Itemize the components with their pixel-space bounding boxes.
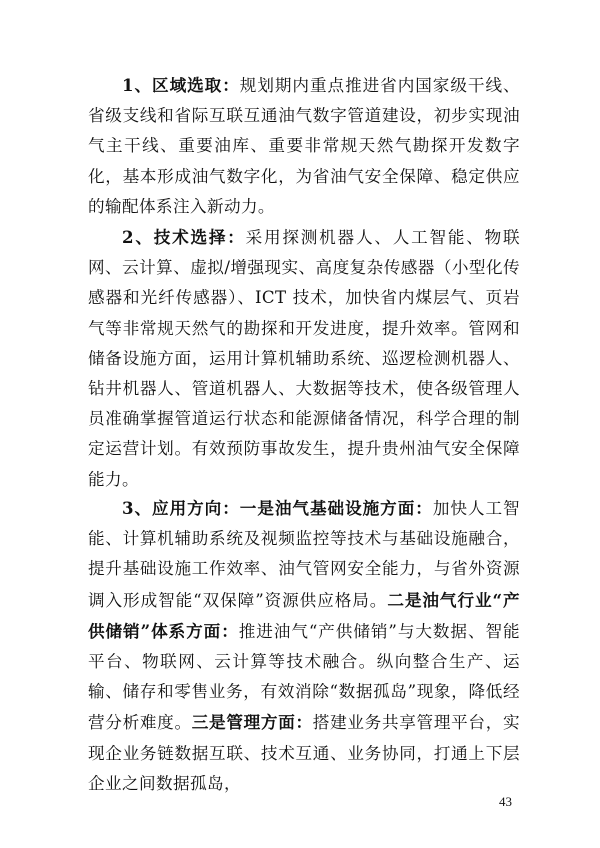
subheading-management: 三是管理方面： (191, 712, 313, 733)
paragraph-text: 推进油气“产供储销”与大数据、智能平台、物联网、云计算等技术融合。纵向整合生产、运输、储存和零售业务，有效消除“数据孤岛”现象，降低经营分析难度。 (88, 621, 520, 733)
paragraph-lead: 3、应用方向： (122, 498, 240, 518)
paragraph-lead: 2、技术选择： (122, 227, 246, 247)
subheading-infrastructure: 一是油气基础设施方面： (239, 498, 433, 518)
paragraph-text: 采用探测机器人、人工智能、物联网、云计算、虚拟/增强现实、高度复杂传感器（小型化传感器和光纤传感器）、ICT 技术，加快省内煤层气、页岩气等非常规天然气的勘探和开发进度，提升效率。管网和储备设施方面，运用计算机辅助系统、巡逻检测机器人、钻井机器人、管道机器人、大数据等技术，使各级管理人员准确掌握管道运行状态和能源储备情况，科学合理的制定运营计划。有效预防事故发生，提升贵州油气安全保障能力。 (88, 228, 520, 489)
paragraph-text: 搭建业务共享管理平台，实现企业务链数据互联、技术互通、业务协同，打通上下层企业之间数据孤岛， (88, 713, 520, 793)
paragraph-text: 规划期内重点推进省内国家级干线、省级支线和省际互联互通油气数字管道建设，初步实现油气主干线、重要油库、重要非常规天然气勘探开发数字化，基本形成油气数字化，为省油气安全保障、稳定供应的输配体系注入新动力。 (88, 76, 520, 216)
paragraph-application-direction (88, 493, 520, 799)
page-number: 43 (499, 794, 512, 809)
paragraph-lead: 1、区域选取： (122, 75, 240, 95)
paragraph-text: 加快人工智能、计算机辅助系统及视频监控等技术与基础设施融合，提升基础设施工作效率、油气管网安全能力，与省外资源调入形成智能“双保障”资源供应格局。 (88, 499, 520, 610)
subheading-supply-system: 二是油气行业“产供储销”体系方面： (88, 589, 521, 641)
paragraph-technology-selection (88, 222, 520, 495)
paragraph-region-selection (88, 70, 520, 222)
